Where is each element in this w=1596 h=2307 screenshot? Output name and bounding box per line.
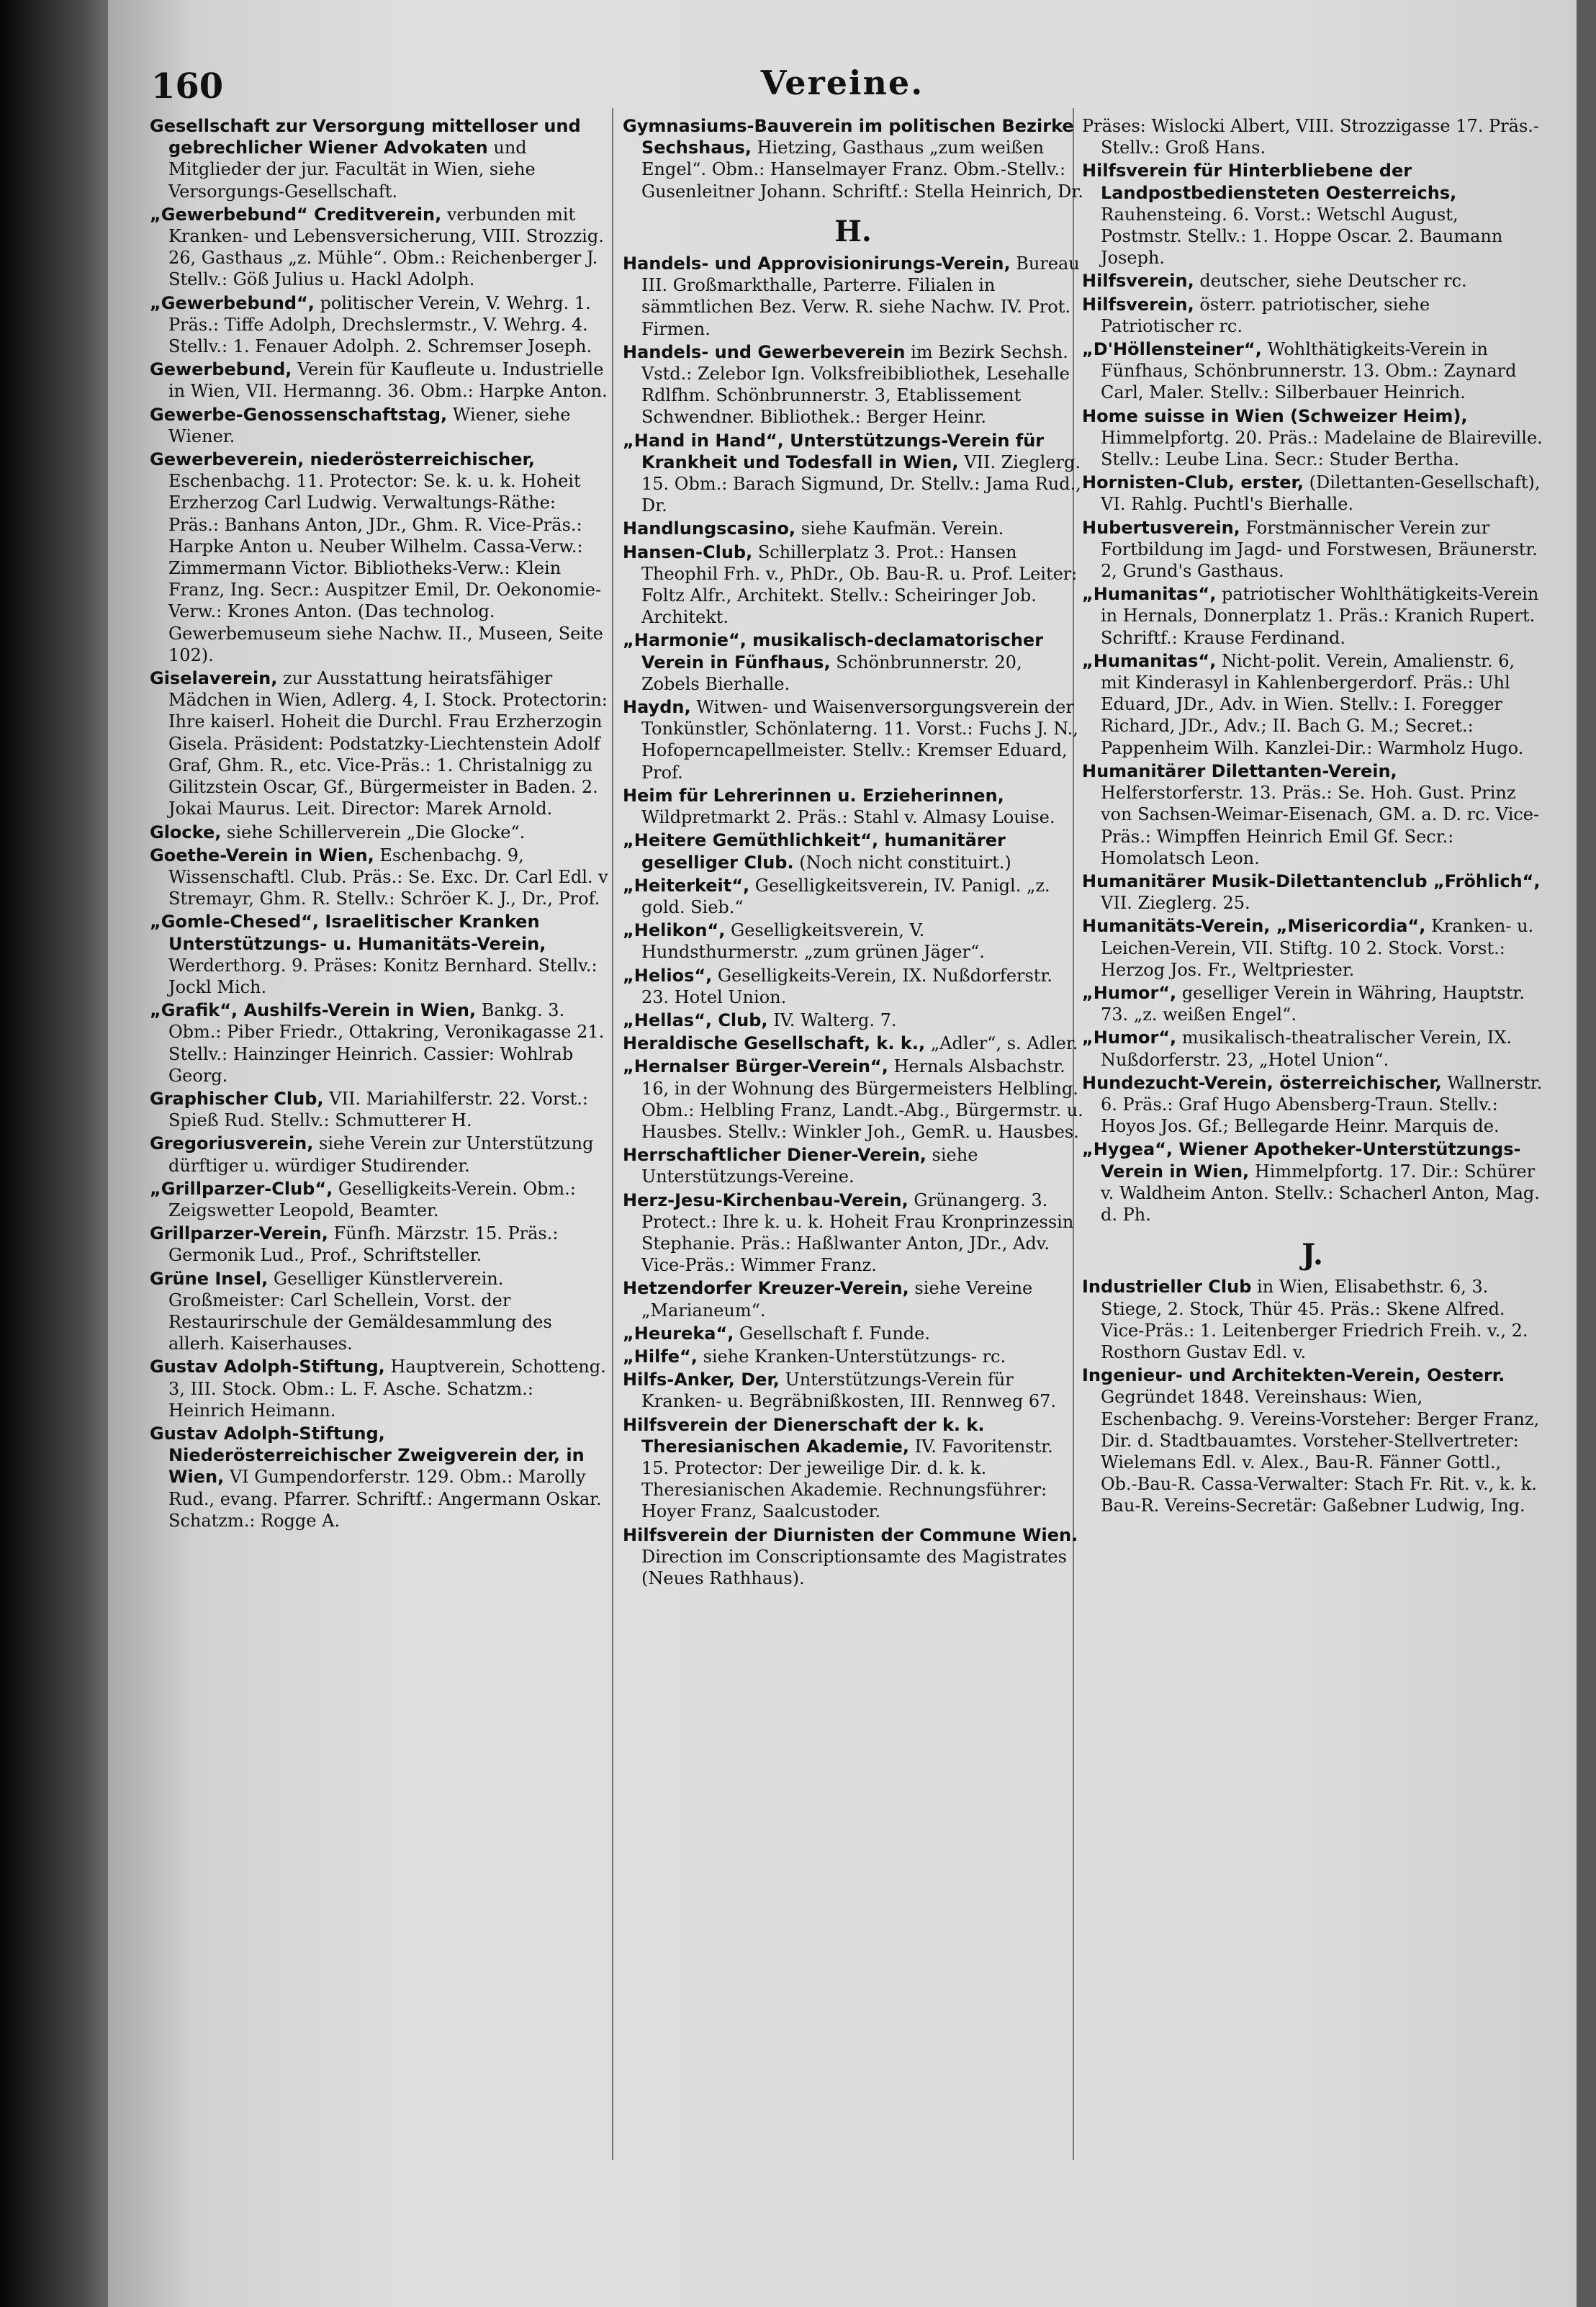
directory-entry xyxy=(623,115,1083,202)
entry-text: Hauptverein, Schotteng. 3, III. Stock. Obm.: L. F. Asche. Schatzm.: Heinrich Heimann. xyxy=(168,1357,606,1421)
entry-name: „Heiterkeit“, xyxy=(623,875,750,896)
page-number: 160 xyxy=(151,66,224,107)
directory-entry xyxy=(150,911,610,998)
entry-name: Gewerbeverein, niederösterreichischer, xyxy=(150,449,535,470)
entry-name: „Hand in Hand“, Unterstützungs-Verein für Krankheit und Todesfall in Wien, xyxy=(623,430,1045,472)
directory-entry xyxy=(623,629,1083,695)
directory-entry xyxy=(150,1178,610,1221)
entry-text: Geselligkeitsverein, IV. Panigl. „z. gold. Sieb.“ xyxy=(641,875,1050,917)
entry-name: „Gewerbebund“ Creditverein, xyxy=(150,204,442,225)
directory-entry xyxy=(1082,650,1543,759)
entry-text: geselliger Verein in Währing, Hauptstr. 73. „z. weißen Engel“. xyxy=(1101,982,1525,1025)
entry-name: Herrschaftlicher Diener-Verein, xyxy=(623,1145,927,1166)
directory-entry xyxy=(623,1144,1083,1187)
entry-text: IV. Walterg. 7. xyxy=(773,1009,897,1030)
directory-entry xyxy=(150,449,610,666)
entry-text: Eschenbachg. 11. Protector: Se. k. u. k. Hoheit Erzherzog Carl Ludwig. Verwaltungs-Räthe: Präs.: Banhans Anton, JDr., Ghm. R. Vice-Präs.: Harpke Anton u. Neuber Wilhelm. Cassa-Verw.: Zimmermann Victor. Bibliotheks-Verw.: Klein Franz, Ing. Secr.: Auspitzer Emil, Dr. Oekonomie-Verw.: Krones Anton. (Das technolog. Gewerbemuseum siehe Nachw. II., Museen, Seite 102). xyxy=(168,471,603,665)
page-edge xyxy=(1577,0,1596,2307)
entry-text: Wohlthätigkeits-Verein in Fünfhaus, Schönbrunnerstr. 13. Obm.: Zaynard Carl, Maler. Stellv.: Silberbauer Heinrich. xyxy=(1101,339,1517,403)
entry-text: Gesellschaft f. Funde. xyxy=(739,1323,931,1344)
entry-text: (Noch nicht constituirt.) xyxy=(799,852,1011,873)
directory-entry xyxy=(150,1088,610,1131)
directory-entry xyxy=(150,999,610,1087)
entry-text: zur Ausstattung heiratsfähiger Mädchen in Wien, Adlerg. 4, I. Stock. Protectorin: Ihre kaiserl. Hoheit die Durchl. Frau Erzherzogin Gisela. Präsident: Podstatzky-Liechtenstein Adolf Graf, Ghm. R., etc. Vice-Präs.: 1. Christalnigg zu Gilitzstein Oscar, Gf., Bürgermeister in Baden. 2. Jokai Maurus. Leit. Director: Marek Arnold. xyxy=(168,668,608,819)
directory-entry xyxy=(623,1056,1083,1143)
entry-name: Hilfsverein, xyxy=(1082,294,1194,315)
entry-text: siehe Verein zur Unterstützung dürftiger u. würdiger Studirender. xyxy=(168,1133,594,1176)
entry-text: Schillerplatz 3. Prot.: Hansen Theophil Frh. v., PhDr., Ob. Bau-R. u. Prof. Leiter: Foltz Alfr., Architekt. Stellv.: Scheiringer Job. Architekt. xyxy=(641,541,1078,628)
directory-entry xyxy=(1082,1027,1543,1070)
directory-entry xyxy=(1082,982,1543,1025)
entry-name: Gustav Adolph-Stiftung, Niederösterreichischer Zweigverein der, in Wien, xyxy=(150,1423,585,1488)
directory-entry xyxy=(623,1323,1083,1344)
directory-entry xyxy=(1082,160,1543,269)
entry-name: „Grafik“, Aushilfs-Verein in Wien, xyxy=(150,1000,477,1021)
directory-page xyxy=(108,0,1577,2307)
entry-name: „Humor“, xyxy=(1082,1027,1177,1048)
entry-text: im Bezirk Sechsh. Vstd.: Zelebor Ign. Volksfreibibliothek, Lesehalle Rdlfhm. Schönbrunnerstr. 3, Etablissement Schwendner. Bibliothek.: Berger Heinr. xyxy=(641,341,1070,428)
entry-text: Nicht-polit. Verein, Amalienstr. 6, mit Kinderasyl in Kahlenbergerdorf. Präs.: Uhl Eduard, JDr., Adv. in Wien. Stellv.: I. Foregger Richard, JDr., Adv.; II. Bach G. M.; Secret.: Pappenheim Wilh. Kanzlei-Dir.: Warmholz Hugo. xyxy=(1101,650,1524,758)
directory-entry xyxy=(623,829,1083,873)
entry-name: „D'Höllensteiner“, xyxy=(1082,339,1262,360)
entry-text: Bankg. 3. Obm.: Piber Friedr., Ottakring, Veronikagasse 21. Stellv.: Hainzinger Heinrich. Cassier: Wohlrab Georg. xyxy=(168,1000,605,1086)
directory-entry xyxy=(1082,583,1543,649)
entry-text: VII. Mariahilferstr. 22. Vorst.: Spieß Rud. Stellv.: Schmutterer H. xyxy=(168,1088,588,1131)
entry-text: Hernals Alsbachstr. 16, in der Wohnung des Bürgermeisters Helbling. Obm.: Helbling Franz, Landt.-Abg., Bürgermstr. u. Hausbes. Stellv.: Winkler Joh., GemR. u. Hausbes. xyxy=(641,1056,1083,1142)
entry-text: Bureau III. Großmarkthalle, Parterre. Filialen in sämmtlichen Bez. Verw. R. siehe Nachw. IV. Prot. Firmen. xyxy=(641,253,1080,339)
entry-text: Werderthorg. 9. Präses: Konitz Bernhard. Stellv.: Jockl Mich. xyxy=(168,955,598,997)
entry-text: Forstmännischer Verein zur Fortbildung im Jagd- und Forstwesen, Bräunerstr. 2, Grund's Gasthaus. xyxy=(1101,517,1538,582)
directory-entry xyxy=(623,1277,1083,1321)
column-middle xyxy=(623,115,1083,1591)
directory-entry xyxy=(623,430,1083,517)
directory-entry xyxy=(623,785,1083,828)
directory-entry xyxy=(1082,405,1543,471)
entry-text: (Dilettanten-Gesellschaft), VI. Rahlg. Puchtl's Bierhalle. xyxy=(1101,472,1541,515)
directory-entry xyxy=(623,1346,1083,1367)
entry-name: Hilfsverein der Diurnisten der Commune Wien. xyxy=(623,1524,1078,1545)
entry-name: „Hygea“, Wiener Apotheker-Unterstützungs-Verein in Wien, xyxy=(1082,1139,1521,1182)
book-spine xyxy=(0,0,108,2307)
entry-name: Heim für Lehrerinnen u. Erzieherinnen, xyxy=(623,785,1004,806)
entry-name: Grillparzer-Verein, xyxy=(150,1223,328,1244)
directory-entry xyxy=(150,667,610,819)
entry-text: musikalisch-theatralischer Verein, IX. Nußdorferstr. 23, „Hotel Union“. xyxy=(1101,1027,1512,1070)
directory-entry xyxy=(623,1414,1083,1523)
directory-entry xyxy=(150,822,610,843)
directory-entry xyxy=(623,1524,1083,1590)
entry-name: „Heitere Gemüthlichkeit“, humanitärer geselliger Club. xyxy=(623,830,1006,873)
entry-name: „Humanitas“, xyxy=(1082,584,1217,605)
directory-entry xyxy=(623,919,1083,963)
entry-text: IV. Favoritenstr. 15. Protector: Der jeweilige Dir. d. k. k. Theresianischen Akademie. Rechnungsführer: Hoyer Franz, Saalcustoder. xyxy=(641,1436,1053,1522)
directory-entry xyxy=(1082,915,1543,981)
entry-name: Handels- und Approvisionirungs-Verein, xyxy=(623,253,1011,274)
entry-text: siehe Unterstützungs-Vereine. xyxy=(641,1145,978,1187)
directory-entry xyxy=(623,518,1083,539)
entry-text: siehe Vereine „Marianeum“. xyxy=(641,1278,1033,1321)
directory-entry xyxy=(623,341,1083,428)
entry-text: Himmelpfortg. 17. Dir.: Schürer v. Waldheim Anton. Stellv.: Schacherl Anton, Mag. d. Ph. xyxy=(1101,1161,1540,1225)
entry-text: VI Gumpendorferstr. 129. Obm.: Marolly Rud., evang. Pfarrer. Schriftf.: Angermann Oskar. Schatzm.: Rogge A. xyxy=(168,1467,602,1531)
entry-name: Hilfsverein für Hinterbliebene der Landpostbediensteten Oesterreichs, xyxy=(1082,161,1457,203)
entry-name: „Humanitas“, xyxy=(1082,650,1217,671)
directory-entry xyxy=(1082,472,1543,515)
directory-entry xyxy=(623,1009,1083,1031)
directory-entry xyxy=(150,1268,610,1355)
entry-name: Gymnasiums-Bauverein im politischen Bezirke Sechshaus, xyxy=(623,116,1074,158)
entry-text: Geselliger Künstlerverein. Großmeister: Carl Schellein, Vorst. der Restaurirschule der Gemäldesammlung des allerh. Kaiserhauses. xyxy=(168,1268,552,1354)
directory-entry xyxy=(150,1223,610,1266)
entry-text: Kranken- u. Leichen-Verein, VII. Stiftg. 10 2. Stock. Vorst.: Herzog Jos. Fr., Weltpriester. xyxy=(1101,916,1534,980)
entry-name: Hansen-Club, xyxy=(623,541,753,562)
entry-name: „Gomle-Chesed“, Israelitischer Kranken Unterstützungs- u. Humanitäts-Verein, xyxy=(150,912,546,954)
entry-name: „Heureka“, xyxy=(623,1323,734,1344)
directory-entry xyxy=(150,1423,610,1532)
entry-text: Wildpretmarkt 2. Präs.: Stahl v. Almasy Louise. xyxy=(641,807,1055,828)
entry-name: „Helios“, xyxy=(623,965,713,986)
entry-text: Himmelpfortg. 20. Präs.: Madelaine de Blaireville. Stellv.: Leube Lina. Secr.: Studer Bertha. xyxy=(1101,427,1543,470)
entry-name: Gesellschaft zur Versorgung mittelloser und gebrechlicher Wiener Advokaten xyxy=(150,116,581,158)
entry-text: VII. Zieglerg. 25. xyxy=(1101,893,1250,914)
directory-entry xyxy=(623,1369,1083,1412)
directory-entry xyxy=(1082,115,1543,158)
entry-name: „Harmonie“, musikalisch-declamatorischer Verein in Fünfhaus, xyxy=(623,630,1044,673)
running-head: Vereine. xyxy=(760,63,924,102)
entry-text: siehe Kaufmän. Verein. xyxy=(801,518,1004,539)
entry-text: Geselligkeitsverein, V. Hundsthurmerstr. „zum grünen Jäger“. xyxy=(641,920,985,963)
entry-name: Humanitärer Musik-Dilettantenclub „Fröhlich“, xyxy=(1082,871,1541,891)
entry-name: Goethe-Verein in Wien, xyxy=(150,845,374,865)
entry-text: „Adler“, s. Adler. xyxy=(930,1033,1078,1054)
entry-text: Grünangerg. 3. Protect.: Ihre k. u. k. Hoheit Frau Kronprinzessin Stephanie. Präs.: Haßlwanter Anton, JDr., Adv. Vice-Präs.: Wimmer Franz. xyxy=(641,1190,1074,1276)
entry-text: Verein für Kaufleute u. Industrielle in Wien, VII. Hermanng. 36. Obm.: Harpke Anton. xyxy=(168,359,608,402)
directory-entry xyxy=(1082,1138,1543,1226)
directory-entry xyxy=(150,1133,610,1176)
directory-entry xyxy=(1082,1072,1543,1138)
entry-text: verbunden mit Kranken- und Lebensversicherung, VIII. Strozzig. 26, Gasthaus „z. Mühle“. Obm.: Reichenberger J. Stellv.: Göß Julius u. Hackl Adolph. xyxy=(168,204,604,290)
directory-entry xyxy=(1082,270,1543,292)
directory-entry xyxy=(623,965,1083,1008)
entry-name: Hundezucht-Verein, österreichischer, xyxy=(1082,1072,1442,1093)
entry-text: Schönbrunnerstr. 20, Zobels Bierhalle. xyxy=(641,652,1022,694)
entry-name: „Helikon“, xyxy=(623,920,726,941)
directory-entry xyxy=(150,359,610,402)
entry-text: Präses: Wislocki Albert, VIII. Strozzigasse 17. Präs.-Stellv.: Groß Hans. xyxy=(1082,116,1540,158)
section-letter: H. xyxy=(834,214,872,248)
entry-name: „Gewerbebund“, xyxy=(150,292,315,313)
entry-text: und Mitglieder der jur. Facultät in Wien, siehe Versorgungs-Gesellschaft. xyxy=(168,138,536,202)
entry-text: Direction im Conscriptionsamte des Magistrates (Neues Rathhaus). xyxy=(641,1546,1067,1588)
entry-name: „Hellas“, Club, xyxy=(623,1009,768,1030)
entry-text: Fünfh. Märzstr. 15. Präs.: Germonik Lud., Prof., Schriftsteller. xyxy=(168,1223,559,1266)
entry-text: in Wien, Elisabethstr. 6, 3. Stiege, 2. Stock, Thür 45. Präs.: Skene Alfred. Vice-Präs.: 1. Leitenberger Friedrich Freih. v., 2. Rosthorn Gustav Edl. v. xyxy=(1101,1277,1528,1362)
directory-entry xyxy=(150,204,610,291)
entry-name: Hubertusverein, xyxy=(1082,517,1240,538)
entry-name: Handlungscasino, xyxy=(623,518,796,539)
column-right xyxy=(1082,115,1543,1519)
directory-entry xyxy=(623,253,1083,340)
entry-name: Home suisse in Wien (Schweizer Heim), xyxy=(1082,405,1468,426)
directory-entry xyxy=(1082,517,1543,583)
entry-text: Eschenbachg. 9, Wissenschaftl. Club. Präs.: Se. Exc. Dr. Carl Edl. v Stremayr, Ghm. R. Stellv.: Schröer K. J., Dr., Prof. xyxy=(168,845,608,909)
entry-text: österr. patriotischer, siehe Patriotischer rc. xyxy=(1101,294,1430,336)
entry-text: Helferstorferstr. 13. Präs.: Se. Hoh. Gust. Prinz von Sachsen-Weimar-Eisenach, GM. a. D. rc. Vice-Präs.: Wimpffen Heinrich Emil Gf. Secr.: Homolatsch Leon. xyxy=(1101,783,1540,868)
entry-name: Giselaverein, xyxy=(150,668,278,689)
entry-name: Humanitäts-Verein, „Misericordia“, xyxy=(1082,916,1426,937)
entry-text: Wiener, siehe Wiener. xyxy=(168,404,571,446)
entry-name: Hornisten-Club, erster, xyxy=(1082,472,1304,493)
entry-text: Rauhensteing. 6. Vorst.: Wetschl August, Postmstr. Stellv.: 1. Hoppe Oscar. 2. Baumann Joseph. xyxy=(1101,204,1503,269)
entry-name: „Hernalser Bürger-Verein“, xyxy=(623,1056,888,1077)
directory-entry xyxy=(1082,294,1543,337)
entry-name: Graphischer Club, xyxy=(150,1088,324,1109)
directory-entry xyxy=(150,404,610,447)
entry-name: Handels- und Gewerbeverein xyxy=(623,341,906,362)
entry-text: Geselligkeits-Verein, IX. Nußdorferstr. 23. Hotel Union. xyxy=(641,965,1052,1007)
entry-name: „Hilfe“, xyxy=(623,1346,698,1367)
column-rule xyxy=(612,108,613,2160)
entry-name: Herz-Jesu-Kirchenbau-Verein, xyxy=(623,1190,909,1210)
directory-entry xyxy=(623,696,1083,783)
entry-name: Haydn, xyxy=(623,697,691,718)
entry-text: deutscher, siehe Deutscher rc. xyxy=(1199,271,1467,292)
directory-entry xyxy=(1082,338,1543,404)
entry-text: Unterstützungs-Verein für Kranken- u. Begräbnißkosten, III. Rennweg 67. xyxy=(641,1370,1056,1412)
directory-entry xyxy=(1082,871,1543,914)
entry-name: Industrieller Club xyxy=(1082,1277,1252,1298)
entry-name: Heraldische Gesellschaft, k. k., xyxy=(623,1033,926,1054)
directory-entry xyxy=(1082,1364,1543,1516)
entry-text: siehe Kranken-Unterstützungs- rc. xyxy=(703,1346,1006,1367)
entry-name: Ingenieur- und Architekten-Verein, Oesterr. xyxy=(1082,1365,1505,1386)
entry-name: Hilfsverein der Dienerschaft der k. k. Theresianischen Akademie, xyxy=(623,1414,985,1457)
directory-entry xyxy=(150,845,610,910)
entry-name: Gewerbe-Genossenschaftstag, xyxy=(150,404,448,425)
section-letter: J. xyxy=(1302,1238,1323,1272)
directory-entry xyxy=(150,1356,610,1421)
entry-text: Gegründet 1848. Vereinshaus: Wien, Eschenbachg. 9. Vereins-Vorsteher: Berger Franz, Dir. d. Stadtbauamtes. Vorsteher-Stellvertreter: Wielemans Edl. v. Alex., Bau-R. Fänner Gottl., Ob.-Bau-R. Cassa-Verwalter: Stach Fr. Rit. v., k. k. Bau-R. Vereins-Secretär: Gaßebner Ludwig, Ing. xyxy=(1101,1387,1540,1516)
entry-name: Humanitärer Dilettanten-Verein, xyxy=(1082,760,1397,781)
entry-name: Gregoriusverein, xyxy=(150,1133,314,1154)
directory-entry xyxy=(623,541,1083,629)
directory-entry xyxy=(623,875,1083,918)
entry-name: Grüne Insel, xyxy=(150,1268,269,1289)
entry-name: „Humor“, xyxy=(1082,982,1177,1003)
directory-entry xyxy=(623,1033,1083,1054)
entry-text: siehe Schillerverein „Die Glocke“. xyxy=(227,822,526,842)
directory-entry xyxy=(623,1190,1083,1277)
entry-text: politischer Verein, V. Wehrg. 1. Präs.: Tiffe Adolph, Drechslermstr., V. Wehrg. 4. Stellv.: 1. Fenauer Adolph. 2. Schremser Joseph. xyxy=(168,292,592,357)
directory-entry xyxy=(1082,760,1543,869)
directory-entry xyxy=(150,115,610,202)
entry-text: Wallnerstr. 6. Präs.: Graf Hugo Abensberg-Traun. Stellv.: Hoyos Jos. Gf.; Bellegarde Heinr. Marquis de. xyxy=(1101,1072,1543,1137)
entry-name: Glocke, xyxy=(150,822,222,842)
entry-name: Gustav Adolph-Stiftung, xyxy=(150,1357,385,1377)
entry-name: Gewerbebund, xyxy=(150,359,292,380)
entry-name: Hilfs-Anker, Der, xyxy=(623,1370,780,1390)
entry-name: Hilfsverein, xyxy=(1082,271,1194,292)
entry-text: Geselligkeits-Verein. Obm.: Zeigswetter Leopold, Beamter. xyxy=(168,1178,576,1220)
entry-text: Hietzing, Gasthaus „zum weißen Engel“. Obm.: Hanselmayer Franz. Obm.-Stellv.: Gusenleitner Johann. Schriftf.: Stella Heinrich, Dr. xyxy=(641,138,1083,202)
entry-text: patriotischer Wohlthätigkeits-Verein in Hernals, Donnerplatz 1. Präs.: Kranich Rupert. Schriftf.: Krause Ferdinand. xyxy=(1101,584,1539,648)
column-left xyxy=(150,115,610,1533)
entry-name: „Grillparzer-Club“, xyxy=(150,1178,333,1199)
entry-text: VII. Zieglerg. 15. Obm.: Barach Sigmund, Dr. Stellv.: Jama Rud., Dr. xyxy=(641,451,1081,516)
directory-entry xyxy=(150,292,610,358)
entry-name: Hetzendorfer Kreuzer-Verein, xyxy=(623,1278,909,1299)
directory-entry xyxy=(1082,1276,1543,1363)
entry-text: Witwen- und Waisenversorgungsverein der Tonkünstler, Schönlaterng. 11. Vorst.: Fuchs J. N., Hofoperncapellmeister. Stellv.: Kremser Eduard, Prof. xyxy=(641,697,1078,783)
